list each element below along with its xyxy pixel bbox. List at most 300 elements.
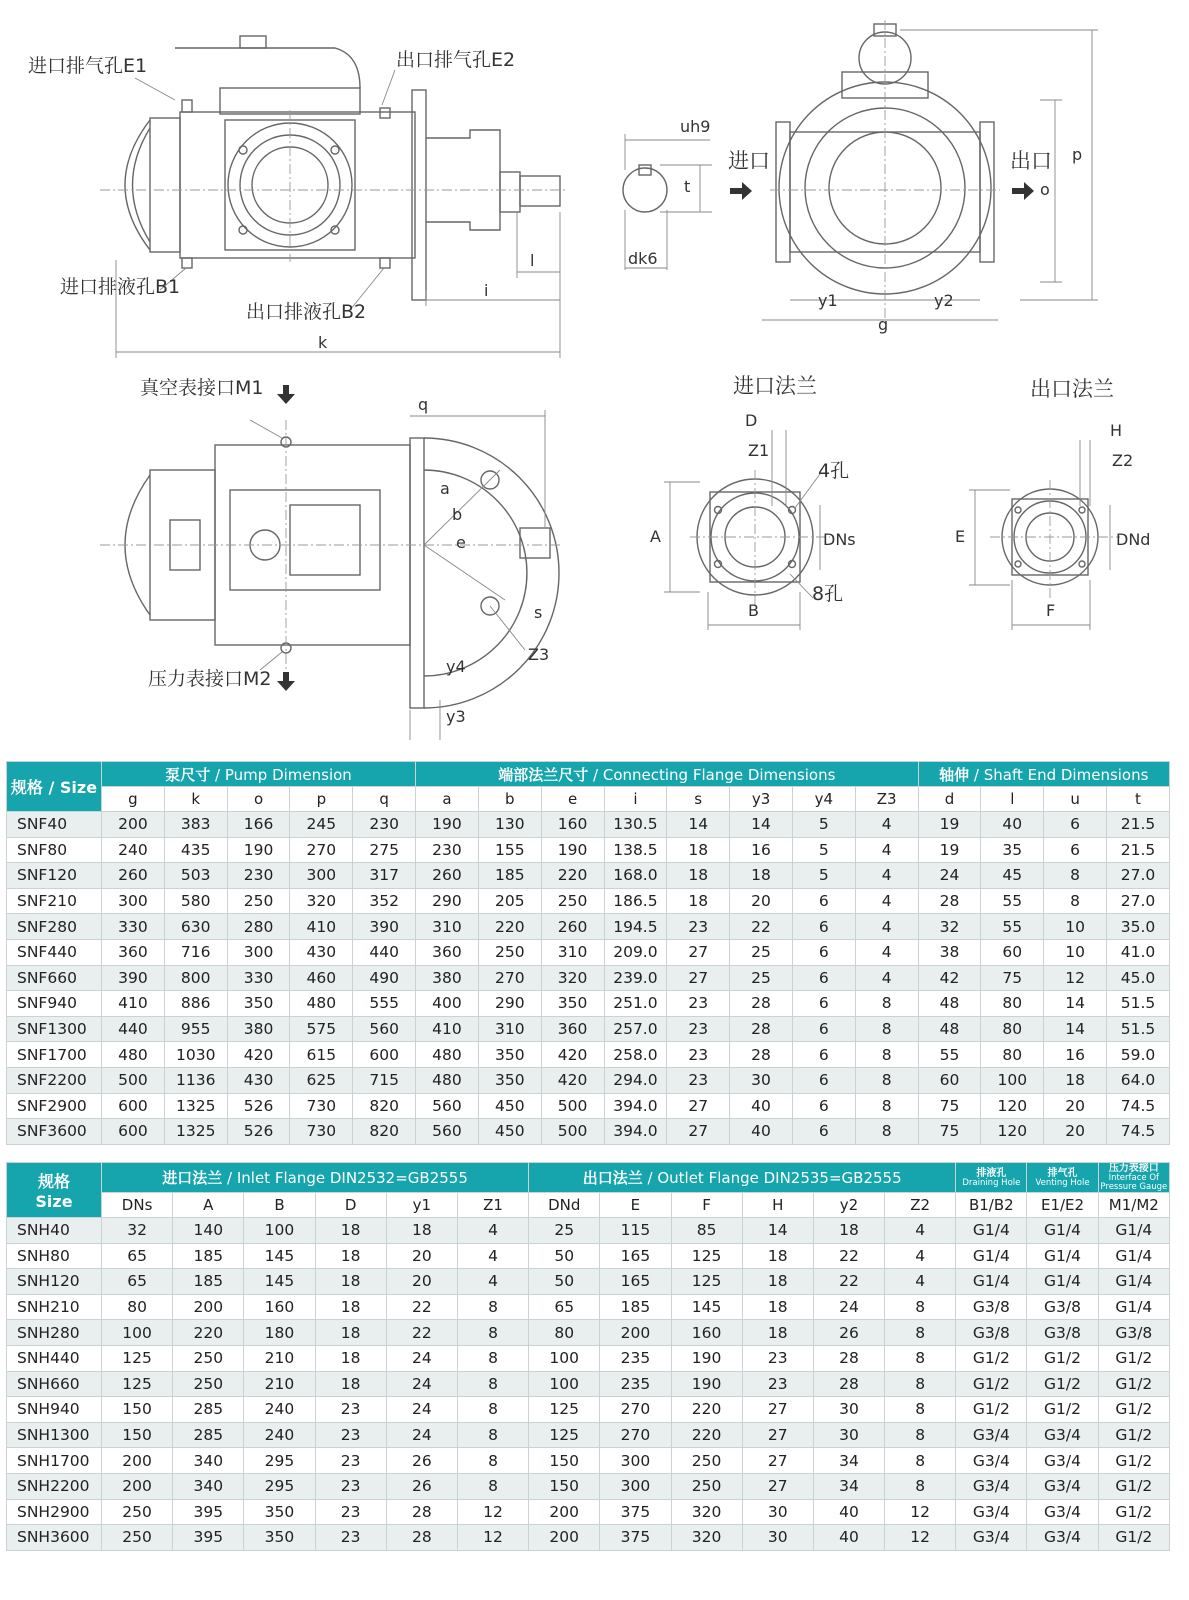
value-cell: 59.0 (1107, 1042, 1170, 1068)
value-cell: 23 (315, 1448, 386, 1474)
table-row (7, 1320, 1170, 1346)
size-cell: SNF660 (7, 965, 102, 991)
value-cell: 190 (416, 812, 479, 838)
value-cell: 23 (667, 1042, 730, 1068)
value-cell: 4 (855, 965, 918, 991)
dim-y4: y4 (446, 657, 466, 676)
value-cell: 360 (102, 939, 165, 965)
value-cell: 630 (164, 914, 227, 940)
label-inlet-drain: 进口排液孔B1 (60, 276, 181, 298)
table-row (7, 939, 1170, 965)
value-cell: 150 (529, 1473, 600, 1499)
value-cell: 55 (981, 888, 1044, 914)
value-cell: 500 (102, 1067, 165, 1093)
value-cell: 383 (164, 812, 227, 838)
value-cell: 715 (353, 1067, 416, 1093)
value-cell: G1/2 (1098, 1422, 1169, 1448)
dim-s: s (534, 603, 543, 622)
value-cell: 27 (667, 1119, 730, 1145)
value-cell: G1/2 (1098, 1525, 1169, 1551)
value-cell: G3/4 (1027, 1473, 1098, 1499)
value-cell: 65 (102, 1269, 173, 1295)
size-cell: SNH660 (7, 1371, 102, 1397)
value-cell: 394.0 (604, 1119, 667, 1145)
value-cell: 270 (600, 1422, 671, 1448)
value-cell: 6 (792, 1016, 855, 1042)
value-cell: 4 (885, 1243, 956, 1269)
size-cell: SNF120 (7, 863, 102, 889)
value-cell: 120 (981, 1119, 1044, 1145)
value-cell: 16 (730, 837, 793, 863)
value-cell: 4 (457, 1243, 528, 1269)
value-cell: 125 (671, 1243, 742, 1269)
value-cell: 30 (813, 1397, 884, 1423)
value-cell: 460 (290, 965, 353, 991)
value-cell: 165 (600, 1269, 671, 1295)
value-cell: 410 (416, 1016, 479, 1042)
value-cell: G3/4 (956, 1448, 1027, 1474)
value-cell: 350 (478, 1067, 541, 1093)
value-cell: 74.5 (1107, 1119, 1170, 1145)
value-cell: 150 (102, 1397, 173, 1423)
value-cell: 26 (813, 1320, 884, 1346)
value-cell: 150 (529, 1448, 600, 1474)
value-cell: 40 (730, 1093, 793, 1119)
value-cell: 18 (813, 1218, 884, 1244)
value-cell: 166 (227, 812, 290, 838)
value-cell: 190 (541, 837, 604, 863)
value-cell: 8 (885, 1371, 956, 1397)
dim-g: g (878, 315, 889, 334)
value-cell: 730 (290, 1093, 353, 1119)
dim-i: i (484, 281, 489, 300)
group-outlet-flange: 出口法兰 / Outlet Flange DIN2535=GB2555 (529, 1163, 956, 1193)
value-cell: 200 (102, 1473, 173, 1499)
dim-Z1: Z1 (748, 441, 770, 460)
value-cell: 8 (457, 1422, 528, 1448)
value-cell: 295 (244, 1448, 315, 1474)
value-cell: 886 (164, 991, 227, 1017)
size-cell: SNH80 (7, 1243, 102, 1269)
value-cell: 18 (667, 837, 730, 863)
t1-col-2: o (227, 787, 290, 812)
value-cell: 32 (102, 1218, 173, 1244)
dim-DNd: DNd (1116, 530, 1151, 549)
label-inlet-flange: 进口法兰 (733, 374, 817, 398)
table-row (7, 1093, 1170, 1119)
value-cell: 450 (478, 1119, 541, 1145)
group-inlet-flange: 进口法兰 / Inlet Flange DIN2532=GB2555 (102, 1163, 529, 1193)
value-cell: 18 (315, 1243, 386, 1269)
value-cell: 205 (478, 888, 541, 914)
value-cell: 5 (792, 837, 855, 863)
value-cell: 8 (855, 1119, 918, 1145)
value-cell: 320 (671, 1525, 742, 1551)
value-cell: 35.0 (1107, 914, 1170, 940)
t2-col-14: M1/M2 (1098, 1193, 1169, 1218)
label-outlet-drain: 出口排液孔B2 (246, 301, 367, 323)
value-cell: 360 (541, 1016, 604, 1042)
value-cell: 125 (671, 1269, 742, 1295)
dim-H: H (1110, 421, 1123, 440)
value-cell: G1/4 (1098, 1243, 1169, 1269)
value-cell: 42 (918, 965, 981, 991)
value-cell: 1325 (164, 1119, 227, 1145)
table-row (7, 1119, 1170, 1145)
value-cell: 615 (290, 1042, 353, 1068)
value-cell: 185 (600, 1294, 671, 1320)
value-cell: 125 (102, 1371, 173, 1397)
value-cell: 8 (885, 1448, 956, 1474)
value-cell: 190 (671, 1345, 742, 1371)
value-cell: 310 (416, 914, 479, 940)
value-cell: 250 (671, 1473, 742, 1499)
size-cell: SNF210 (7, 888, 102, 914)
value-cell: 50 (529, 1269, 600, 1295)
value-cell: 24 (386, 1371, 457, 1397)
value-cell: 430 (290, 939, 353, 965)
value-cell: 186.5 (604, 888, 667, 914)
table-row (7, 1371, 1170, 1397)
value-cell: 14 (1044, 991, 1107, 1017)
t2-col-6: DNd (529, 1193, 600, 1218)
value-cell: 1136 (164, 1067, 227, 1093)
value-cell: 18 (742, 1294, 813, 1320)
value-cell: 239.0 (604, 965, 667, 991)
size-cell: SNH210 (7, 1294, 102, 1320)
value-cell: 18 (742, 1320, 813, 1346)
value-cell: 8 (457, 1397, 528, 1423)
value-cell: 85 (671, 1218, 742, 1244)
value-cell: 6 (792, 965, 855, 991)
dim-B: B (748, 601, 759, 620)
value-cell: 526 (227, 1119, 290, 1145)
value-cell: 8 (457, 1320, 528, 1346)
pump-dimension-table (6, 761, 1170, 1145)
value-cell: 250 (102, 1525, 173, 1551)
value-cell: 12 (457, 1525, 528, 1551)
dim-k: k (318, 333, 328, 352)
value-cell: 4 (457, 1269, 528, 1295)
value-cell: 40 (813, 1525, 884, 1551)
outlet-flange-view (969, 440, 1110, 630)
value-cell: 210 (244, 1371, 315, 1397)
value-cell: 41.0 (1107, 939, 1170, 965)
value-cell: 18 (730, 863, 793, 889)
value-cell: 50 (529, 1243, 600, 1269)
dim-t: t (684, 177, 691, 196)
table-row (7, 1294, 1170, 1320)
value-cell: 48 (918, 1016, 981, 1042)
table-row (7, 1448, 1170, 1474)
t2-col-13: E1/E2 (1027, 1193, 1098, 1218)
group-venting-hole: 排气孔 Venting Hole (1027, 1163, 1098, 1193)
value-cell: 22 (386, 1320, 457, 1346)
value-cell: 350 (541, 991, 604, 1017)
value-cell: 8 (885, 1473, 956, 1499)
value-cell: 820 (353, 1093, 416, 1119)
value-cell: 285 (173, 1397, 244, 1423)
value-cell: 200 (529, 1525, 600, 1551)
t1-col-8: i (604, 787, 667, 812)
value-cell: 125 (529, 1422, 600, 1448)
size-cell: SNF280 (7, 914, 102, 940)
value-cell: G3/8 (956, 1320, 1027, 1346)
group-gauge-interface: 压力表接口 Interface Of Pressure Gauge (1098, 1163, 1169, 1193)
value-cell: 160 (244, 1294, 315, 1320)
value-cell: 45 (981, 863, 1044, 889)
t2-col-3: D (315, 1193, 386, 1218)
value-cell: 235 (600, 1345, 671, 1371)
value-cell: 250 (227, 888, 290, 914)
t1-col-7: e (541, 787, 604, 812)
t2-col-8: F (671, 1193, 742, 1218)
value-cell: 220 (671, 1397, 742, 1423)
size-cell: SNH2900 (7, 1499, 102, 1525)
value-cell: 250 (173, 1371, 244, 1397)
value-cell: 330 (102, 914, 165, 940)
value-cell: 145 (244, 1269, 315, 1295)
dim-o: o (1040, 180, 1050, 199)
value-cell: 27 (742, 1397, 813, 1423)
value-cell: 1030 (164, 1042, 227, 1068)
value-cell: 420 (227, 1042, 290, 1068)
value-cell: 130 (478, 812, 541, 838)
value-cell: 145 (671, 1294, 742, 1320)
value-cell: G1/4 (1098, 1218, 1169, 1244)
value-cell: G3/8 (1027, 1320, 1098, 1346)
value-cell: 35 (981, 837, 1044, 863)
dim-F: F (1046, 601, 1056, 620)
value-cell: 5 (792, 812, 855, 838)
value-cell: 65 (529, 1294, 600, 1320)
size-cell: SNH440 (7, 1345, 102, 1371)
table-row (7, 1525, 1170, 1551)
value-cell: 8 (855, 1042, 918, 1068)
value-cell: 12 (885, 1525, 956, 1551)
t1-col-0: g (102, 787, 165, 812)
value-cell: 250 (671, 1448, 742, 1474)
value-cell: 410 (290, 914, 353, 940)
value-cell: 65 (102, 1243, 173, 1269)
value-cell: G1/4 (1027, 1269, 1098, 1295)
value-cell: 716 (164, 939, 227, 965)
table-row (7, 1499, 1170, 1525)
value-cell: G1/2 (1098, 1397, 1169, 1423)
value-cell: 600 (102, 1119, 165, 1145)
value-cell: 125 (102, 1345, 173, 1371)
value-cell: 80 (981, 1016, 1044, 1042)
value-cell: 18 (315, 1294, 386, 1320)
value-cell: 23 (667, 914, 730, 940)
value-cell: 22 (813, 1269, 884, 1295)
value-cell: 340 (173, 1448, 244, 1474)
value-cell: 375 (600, 1499, 671, 1525)
value-cell: 800 (164, 965, 227, 991)
t2-col-4: y1 (386, 1193, 457, 1218)
value-cell: 300 (102, 888, 165, 914)
value-cell: 185 (173, 1243, 244, 1269)
value-cell: 28 (386, 1525, 457, 1551)
t2-col-2: B (244, 1193, 315, 1218)
value-cell: 8 (885, 1294, 956, 1320)
value-cell: 480 (416, 1042, 479, 1068)
value-cell: 435 (164, 837, 227, 863)
table-row (7, 1269, 1170, 1295)
value-cell: 10 (1044, 914, 1107, 940)
value-cell: 8 (457, 1371, 528, 1397)
value-cell: 260 (541, 914, 604, 940)
value-cell: 45.0 (1107, 965, 1170, 991)
dim-y3: y3 (446, 707, 466, 726)
value-cell: 24 (386, 1422, 457, 1448)
value-cell: 14 (667, 812, 730, 838)
value-cell: 300 (227, 939, 290, 965)
value-cell: 4 (855, 914, 918, 940)
group-shaft-end: 轴伸 / Shaft End Dimensions (918, 762, 1169, 787)
value-cell: G1/2 (1098, 1473, 1169, 1499)
value-cell: 38 (918, 939, 981, 965)
value-cell: 440 (353, 939, 416, 965)
value-cell: 194.5 (604, 914, 667, 940)
value-cell: 20 (386, 1269, 457, 1295)
value-cell: 80 (102, 1294, 173, 1320)
value-cell: G1/4 (1098, 1294, 1169, 1320)
label-vacuum-gauge: 真空表接口M1 (140, 377, 264, 399)
t2-col-10: y2 (813, 1193, 884, 1218)
value-cell: 8 (1044, 863, 1107, 889)
value-cell: 18 (315, 1345, 386, 1371)
value-cell: 4 (855, 888, 918, 914)
value-cell: 310 (541, 939, 604, 965)
value-cell: 390 (353, 914, 416, 940)
value-cell: 27.0 (1107, 863, 1170, 889)
label-holes-8: 8孔 (812, 583, 844, 605)
value-cell: 4 (855, 939, 918, 965)
value-cell: 23 (315, 1397, 386, 1423)
value-cell: 12 (1044, 965, 1107, 991)
value-cell: 190 (227, 837, 290, 863)
value-cell: 30 (742, 1525, 813, 1551)
value-cell: 320 (671, 1499, 742, 1525)
value-cell: 160 (671, 1320, 742, 1346)
value-cell: 575 (290, 1016, 353, 1042)
value-cell: 18 (742, 1243, 813, 1269)
value-cell: 34 (813, 1448, 884, 1474)
value-cell: 18 (742, 1269, 813, 1295)
size-cell: SNF1300 (7, 1016, 102, 1042)
value-cell: 235 (600, 1371, 671, 1397)
size-cell: SNH1700 (7, 1448, 102, 1474)
value-cell: G3/4 (1027, 1448, 1098, 1474)
table-row (7, 1218, 1170, 1244)
value-cell: 8 (457, 1345, 528, 1371)
value-cell: 260 (102, 863, 165, 889)
value-cell: G3/4 (1027, 1499, 1098, 1525)
value-cell: 40 (730, 1119, 793, 1145)
value-cell: G1/4 (956, 1243, 1027, 1269)
value-cell: 190 (671, 1371, 742, 1397)
value-cell: 310 (478, 1016, 541, 1042)
value-cell: G1/2 (1098, 1448, 1169, 1474)
table-row (7, 1397, 1170, 1423)
size-cell: SNF1700 (7, 1042, 102, 1068)
value-cell: 260 (416, 863, 479, 889)
value-cell: G3/4 (956, 1499, 1027, 1525)
value-cell: 4 (885, 1218, 956, 1244)
label-outlet-vent: 出口排气孔E2 (396, 49, 516, 71)
value-cell: G3/8 (1027, 1294, 1098, 1320)
value-cell: 500 (541, 1119, 604, 1145)
value-cell: 18 (315, 1320, 386, 1346)
value-cell: 8 (885, 1397, 956, 1423)
value-cell: 200 (102, 812, 165, 838)
value-cell: 30 (742, 1499, 813, 1525)
value-cell: 820 (353, 1119, 416, 1145)
value-cell: 270 (290, 837, 353, 863)
size-cell: SNF2900 (7, 1093, 102, 1119)
value-cell: 220 (478, 914, 541, 940)
value-cell: 64.0 (1107, 1067, 1170, 1093)
size-cell: SNH3600 (7, 1525, 102, 1551)
t2-col-7: E (600, 1193, 671, 1218)
value-cell: 8 (457, 1448, 528, 1474)
dim-D: D (745, 411, 758, 430)
dim-z3: Z3 (528, 645, 550, 664)
dim-uh9: uh9 (680, 117, 711, 136)
value-cell: 19 (918, 837, 981, 863)
value-cell: 80 (529, 1320, 600, 1346)
value-cell: 360 (416, 939, 479, 965)
value-cell: 240 (244, 1422, 315, 1448)
value-cell: 100 (244, 1218, 315, 1244)
label-inlet: 进口 (728, 149, 770, 173)
dim-q: q (418, 395, 429, 414)
label-inlet-vent: 进口排气孔E1 (28, 55, 148, 77)
value-cell: 14 (730, 812, 793, 838)
value-cell: G1/2 (1027, 1371, 1098, 1397)
value-cell: G3/4 (956, 1473, 1027, 1499)
value-cell: G1/2 (956, 1345, 1027, 1371)
dim-y2: y2 (934, 291, 954, 310)
value-cell: 18 (1044, 1067, 1107, 1093)
value-cell: 26 (386, 1448, 457, 1474)
value-cell: 1325 (164, 1093, 227, 1119)
value-cell: 23 (315, 1499, 386, 1525)
value-cell: 5 (792, 863, 855, 889)
value-cell: 55 (981, 914, 1044, 940)
value-cell: 21.5 (1107, 812, 1170, 838)
value-cell: 28 (813, 1371, 884, 1397)
label-outlet: 出口 (1010, 149, 1052, 173)
value-cell: 125 (529, 1397, 600, 1423)
table-row (7, 991, 1170, 1017)
value-cell: 275 (353, 837, 416, 863)
value-cell: 23 (742, 1371, 813, 1397)
t1-col-6: b (478, 787, 541, 812)
value-cell: 220 (541, 863, 604, 889)
value-cell: 185 (173, 1269, 244, 1295)
t1-col-4: q (353, 787, 416, 812)
table-row (7, 914, 1170, 940)
value-cell: 220 (671, 1422, 742, 1448)
value-cell: 394.0 (604, 1093, 667, 1119)
value-cell: 27 (742, 1473, 813, 1499)
t1-col-5: a (416, 787, 479, 812)
value-cell: 140 (173, 1218, 244, 1244)
value-cell: 380 (227, 1016, 290, 1042)
value-cell: 100 (102, 1320, 173, 1346)
